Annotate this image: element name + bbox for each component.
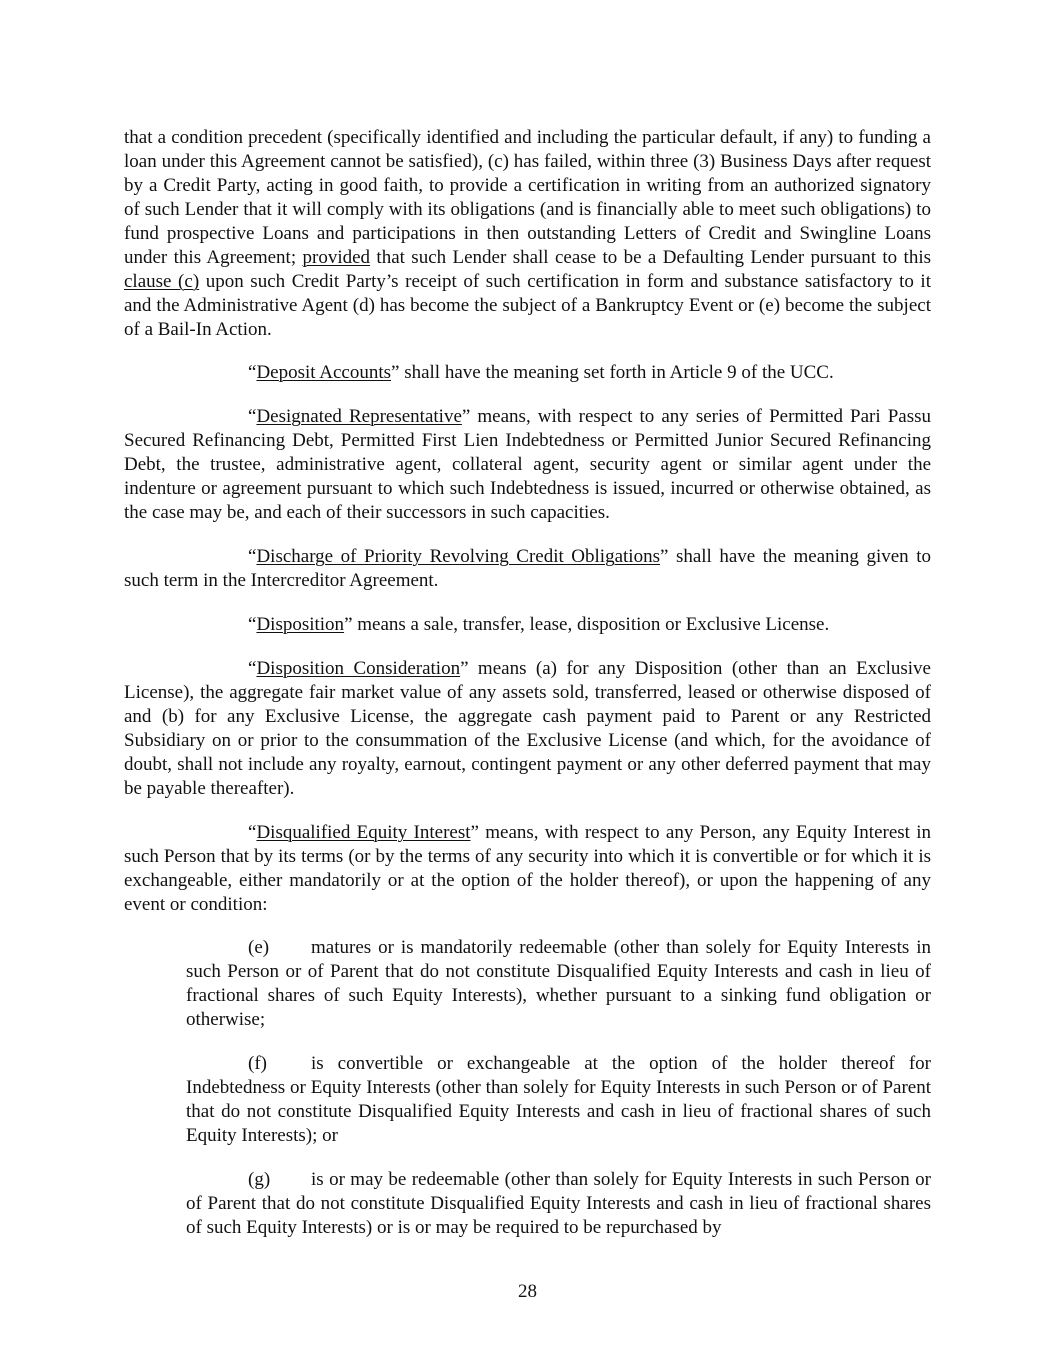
definition-body: means a sale, transfer, lease, disposition or Exclusive License. (352, 614, 830, 635)
item-text: is or may be redeemable (other than solely for Equity Interests in such Person or of Parent that do not constitute Disqualified Equity Interests and cash in lieu of fractional shares of such Equity Interests) or is or may be required to be repurchased by (186, 1169, 931, 1238)
definition-body: means, with respect to any Person, any Equity Interest in such Person that by its terms (or by the terms of any security into which it is convertible or for which it is exchangeable, either mandatorily or at the option of the holder thereof), or upon the happening of any event or condition: (124, 822, 931, 915)
defined-term: Designated Representative (256, 406, 462, 427)
continuation-paragraph (124, 126, 931, 342)
open-quote: “ (248, 822, 257, 843)
definition-body: shall have the meaning given to such term in the Intercreditor Agreement. (124, 546, 931, 591)
open-quote: “ (248, 658, 257, 679)
item-label: (e) (248, 937, 270, 958)
definition-deposit-accounts (124, 361, 931, 385)
item-text: matures or is mandatorily redeemable (other than solely for Equity Interests in such Person or of Parent that do not constitute Disqualified Equity Interests and cash in lieu of fractional shares of such Equity Interests), whether pursuant to a sinking fund obligation or otherwise; (186, 937, 931, 1030)
list-item-f (186, 1052, 931, 1148)
close-quote: ” (470, 822, 479, 843)
close-quote: ” (344, 614, 353, 635)
defined-term: Discharge of Priority Revolving Credit Obligations (256, 546, 660, 567)
list-item-e (186, 936, 931, 1032)
open-quote: “ (248, 546, 257, 567)
defined-term: Disposition Consideration (256, 658, 461, 679)
defined-term: Disqualified Equity Interest (256, 822, 471, 843)
open-quote: “ (248, 614, 257, 635)
clause-reference: clause (c) (124, 271, 200, 292)
close-quote: ” (659, 546, 669, 567)
definition-disposition-consideration (124, 657, 931, 801)
close-quote: ” (391, 362, 400, 383)
definition-disposition (124, 613, 931, 637)
close-quote: ” (461, 406, 471, 427)
list-item-g (186, 1168, 931, 1240)
continuation-text-middle: that such Lender shall cease to be a Defaulting Lender pursuant to this (370, 247, 931, 268)
continuation-text-start: that a condition precedent (specifically identified and including the particular default, if any) to funding a loan under this Agreement cannot be satisfied), (c) has failed, within three (3) Business Days after request by a Credit Party, acting in good faith, to provide a certification in writing from an authorized signatory of such Lender that it will comply with its obligations (and is financially able to meet such obligations) to fund prospective Loans and participations in then outstanding Letters of Credit and Swingline Loans under this Agreement; (124, 127, 931, 268)
defined-term: Deposit Accounts (256, 362, 392, 383)
open-quote: “ (248, 362, 257, 383)
definition-disqualified-equity-interest (124, 821, 931, 917)
definition-designated-representative (124, 405, 931, 525)
item-label: (f) (248, 1053, 267, 1074)
page-number: 28 (518, 1281, 537, 1302)
item-text: is convertible or exchangeable at the option of the holder thereof for Indebtedness or Equity Interests (other than solely for Equity Interests in such Person or of Parent that do not constitute Disqualified Equity Interests and cash in lieu of fractional shares of such Equity Interests); or (186, 1053, 931, 1146)
definition-body: means, with respect to any series of Permitted Pari Passu Secured Refinancing Debt, Permitted First Lien Indebtedness or Permitted Junior Secured Refinancing Debt, the trustee, administrative agent, collateral agent, security agent or similar agent under the indenture or agreement pursuant to which such Indebtedness is issued, incurred or otherwise obtained, as the case may be, and each of their successors in such capacities. (124, 406, 932, 523)
definition-body: shall have the meaning set forth in Article 9 of the UCC. (399, 362, 834, 383)
continuation-text-end: upon such Credit Party’s receipt of such certification in form and substance satisfactory to it and the Administrative Agent (d) has become the subject of a Bankruptcy Event or (e) become the subject of a Bail-In Action. (124, 271, 931, 340)
close-quote: ” (460, 658, 469, 679)
provided-term: provided (302, 247, 371, 268)
item-label: (g) (248, 1169, 271, 1190)
definition-discharge-priority-revolving (124, 545, 931, 593)
defined-term: Disposition (256, 614, 345, 635)
definition-body: means (a) for any Disposition (other than an Exclusive License), the aggregate fair market value of any assets sold, transferred, leased or otherwise disposed of and (b) for any Exclusive License, the aggregate cash payment paid to Parent or any Restricted Subsidiary on or prior to the consummation of the Exclusive License (and which, for the avoidance of doubt, shall not include any royalty, earnout, contingent payment or any other deferred payment that may be payable thereafter). (124, 658, 931, 799)
open-quote: “ (248, 406, 257, 427)
